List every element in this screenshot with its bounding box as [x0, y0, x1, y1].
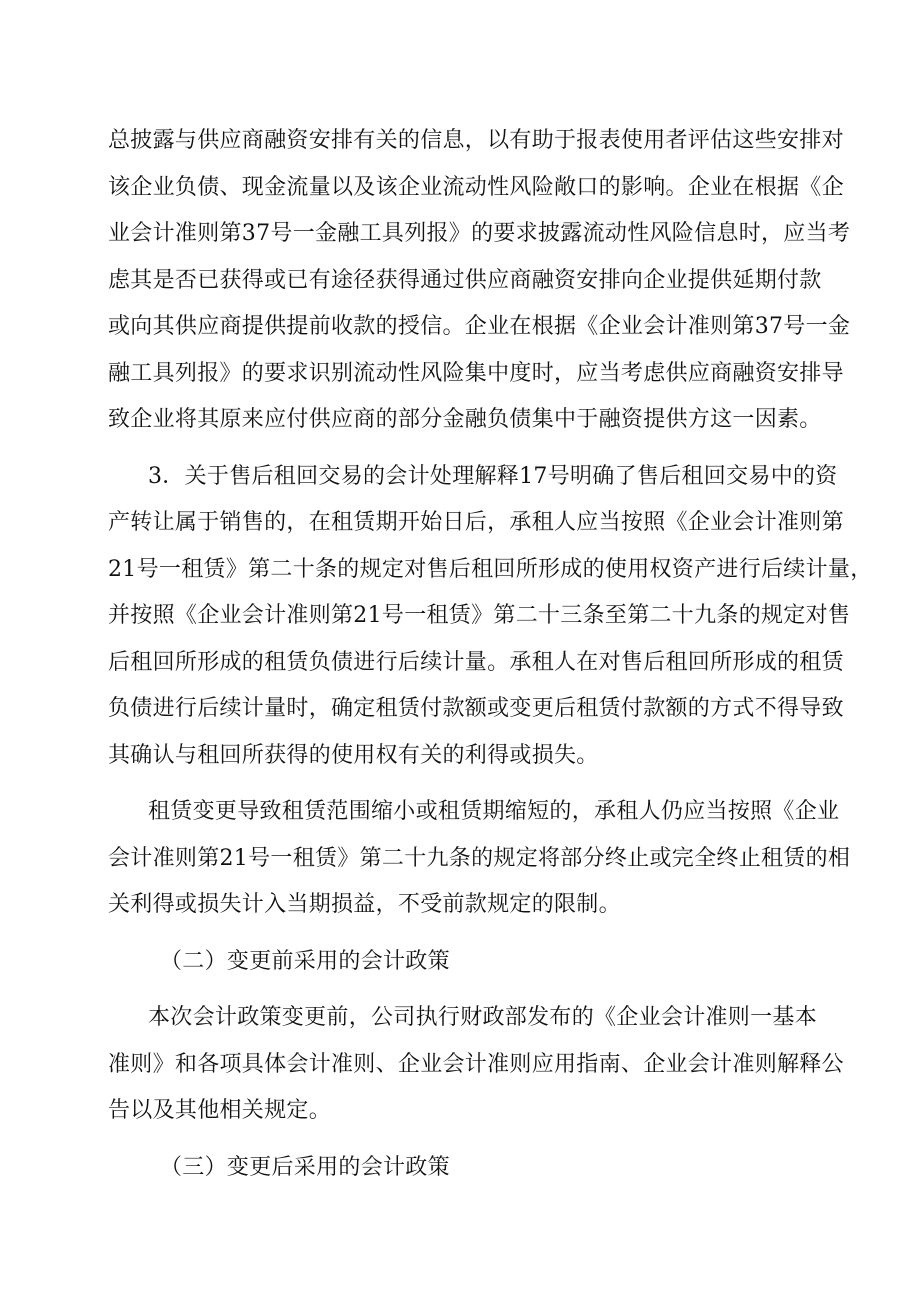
text-line: 该企业负债、现金流量以及该企业流动性风险敞口的影响。企业在根据《企 [108, 174, 844, 200]
section-heading-after-change [108, 1145, 824, 1192]
paragraph-sale-leaseback [108, 454, 873, 780]
text-line: 准则》和各项具体会计准则、企业会计准则应用指南、企业会计准则解释公 [108, 1051, 844, 1077]
text-line: 或向其供应商提供提前收款的授信。企业在根据《企业会计准则第37号一金 [108, 314, 851, 339]
text-line: 负债进行后续计量时，确定租赁付款额或变更后租赁付款额的方式不得导致 [108, 696, 844, 721]
paragraph-lease-modification [108, 789, 851, 929]
paragraph-policy-before-change [108, 995, 844, 1135]
text-line: 融工具列报》的要求识别流动性风险集中度时，应当考虑供应商融资安排导 [108, 360, 844, 386]
text-line: 总披露与供应商融资安排有关的信息，以有助于报表使用者评估这些安排对 [108, 128, 844, 153]
text-line: 关利得或损失计入当期损益，不受前款规定的限制。 [108, 892, 621, 917]
text-line: 并按照《企业会计准则第21号一租赁》第二十三条至第二十九条的规定对售 [108, 603, 851, 628]
paragraph-supplier-finance-disclosure [108, 118, 851, 444]
text-line: 告以及其他相关规定。 [108, 1098, 332, 1123]
heading-text: （二）变更前采用的会计政策 [160, 948, 450, 974]
text-line: 业会计准则第37号一金融工具列报》的要求披露流动性风险信息时，应当考 [108, 221, 851, 246]
text-line: 后租回所形成的租赁负债进行后续计量。承租人在对售后租回所形成的租赁 [108, 649, 844, 675]
text-line: 产转让属于销售的，在租赁期开始日后，承租人应当按照《企业会计准则第 [108, 510, 844, 535]
text-line: 21号一租赁》第二十条的规定对售后租回所形成的使用权资产进行后续计量， [108, 556, 873, 582]
heading-text: （三）变更后采用的会计政策 [160, 1154, 450, 1180]
text-line: 会计准则第21号一租赁》第二十九条的规定将部分终止或完全终止租赁的相 [108, 845, 851, 871]
text-line: 其确认与租回所获得的使用权有关的利得或损失。 [108, 742, 599, 768]
text-line: 3．关于售后租回交易的会计处理解释17号明确了售后租回交易中的资 [148, 463, 838, 489]
document-body [108, 118, 873, 1191]
text-line: 本次会计政策变更前，公司执行财政部发布的《企业会计准则一基本 [148, 1005, 818, 1030]
text-line: 致企业将其原来应付供应商的部分金融负债集中于融资提供方这一因素。 [108, 407, 822, 432]
text-line: 虑其是否已获得或已有途径获得通过供应商融资安排向企业提供延期付款 [108, 267, 822, 293]
section-heading-before-change [108, 939, 824, 986]
text-line: 租赁变更导致租赁范围缩小或租赁期缩短的，承租人仍应当按照《企业 [148, 799, 840, 824]
